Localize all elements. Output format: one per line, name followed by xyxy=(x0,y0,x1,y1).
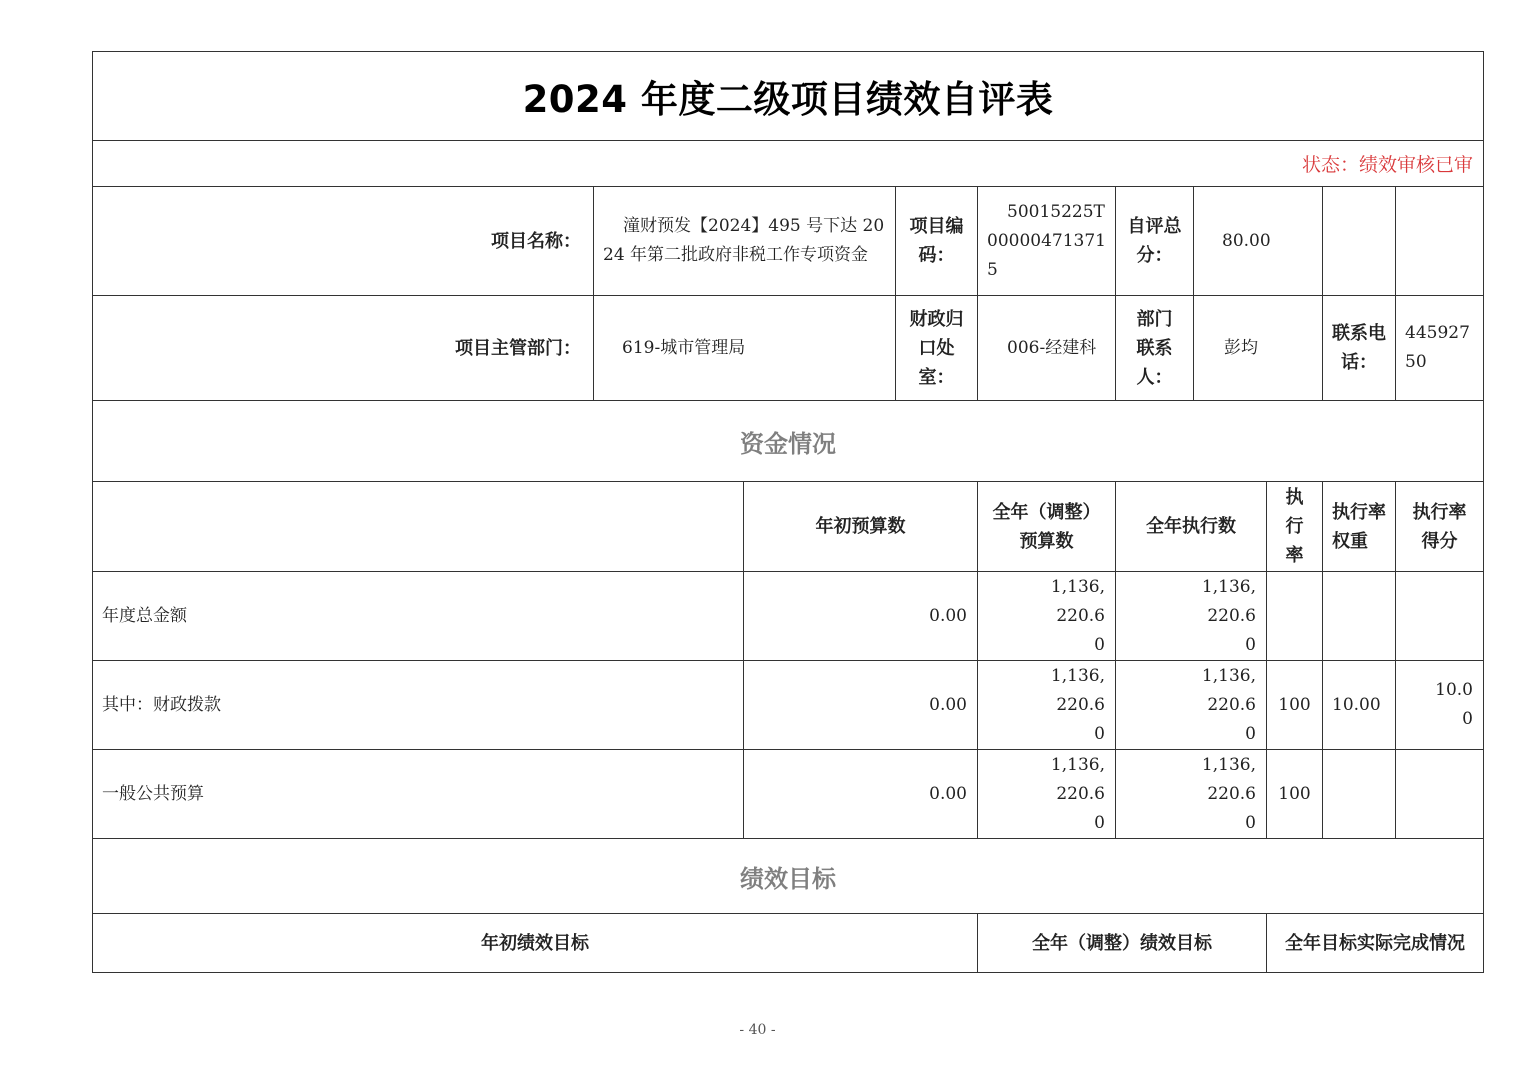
contact-person-label: 部门联系人： xyxy=(1136,308,1173,388)
header-initial-budget: 年初预算数 xyxy=(815,516,906,537)
funds-row-rate xyxy=(1267,572,1322,660)
funds-row-executed: 1,136,220.60 xyxy=(1201,754,1256,833)
finance-office-value: 006-经建科 xyxy=(1007,337,1097,358)
header-adjusted-target: 全年（调整）绩效目标 xyxy=(1032,932,1212,954)
header-adjusted-budget: 全年（调整）预算数 xyxy=(992,501,1101,552)
funds-row-rate: 100 xyxy=(1278,694,1311,715)
header-actual-completion: 全年目标实际完成情况 xyxy=(1285,932,1465,954)
funds-row-name: 一般公共预算 xyxy=(102,783,204,804)
department-label: 项目主管部门： xyxy=(455,337,581,359)
project-code-label: 项目编码： xyxy=(909,216,964,266)
funds-row-initial: 0.00 xyxy=(929,605,967,626)
department-value: 619-城市管理局 xyxy=(622,337,746,358)
funds-row-name: 年度总金额 xyxy=(102,605,187,626)
funds-row-executed: 1,136,220.60 xyxy=(1201,576,1256,655)
self-score-label: 自评总分： xyxy=(1127,216,1182,266)
funds-row-score xyxy=(1396,572,1483,660)
header-rate-weight: 执行率权重 xyxy=(1332,501,1386,552)
empty-cell xyxy=(1323,187,1395,295)
self-score-value: 80.00 xyxy=(1222,230,1271,251)
page-title: 2024 年度二级项目绩效自评表 xyxy=(522,78,1054,121)
funds-row-initial: 0.00 xyxy=(929,783,967,804)
contact-person-value: 彭均 xyxy=(1224,337,1258,358)
project-code-value: 50015225T000004713715 xyxy=(987,201,1106,280)
phone-value: 44592750 xyxy=(1405,323,1470,372)
performance-section-title: 绩效目标 xyxy=(740,864,836,893)
funds-row-adjusted: 1,136,220.60 xyxy=(1050,754,1105,833)
header-initial-target: 年初绩效目标 xyxy=(481,932,589,954)
header-executed: 全年执行数 xyxy=(1146,516,1236,537)
funds-row-executed: 1,136,220.60 xyxy=(1201,665,1256,744)
funds-row-weight: 10.00 xyxy=(1332,694,1381,715)
funds-row-rate: 100 xyxy=(1278,783,1311,804)
finance-office-label: 财政归口处室： xyxy=(909,308,964,388)
project-name-value: 潼财预发【2024】495 号下达 2024 年第二批政府非税工作专项资金 xyxy=(603,216,885,265)
funds-row-adjusted: 1,136,220.60 xyxy=(1050,665,1105,744)
funds-row-initial: 0.00 xyxy=(929,694,967,715)
funds-row-adjusted: 1,136,220.60 xyxy=(1050,576,1105,655)
status-badge: 状态：绩效审核已审 xyxy=(1301,154,1473,176)
funds-section-title: 资金情况 xyxy=(740,429,836,458)
page-number: - 40 - xyxy=(739,1022,776,1038)
empty-cell xyxy=(1396,187,1483,295)
funds-row-score: 10.00 xyxy=(1435,680,1473,729)
header-rate-score: 执行率得分 xyxy=(1412,501,1467,552)
funds-row-name: 其中：财政拨款 xyxy=(102,694,221,715)
header-execution-rate: 执行率 xyxy=(1285,487,1304,566)
funds-row-score xyxy=(1396,750,1483,838)
phone-label: 联系电话： xyxy=(1332,323,1386,373)
funds-header-blank xyxy=(93,482,743,571)
funds-row-weight xyxy=(1323,750,1395,838)
funds-row-weight xyxy=(1323,572,1395,660)
project-name-label: 项目名称： xyxy=(491,230,581,252)
